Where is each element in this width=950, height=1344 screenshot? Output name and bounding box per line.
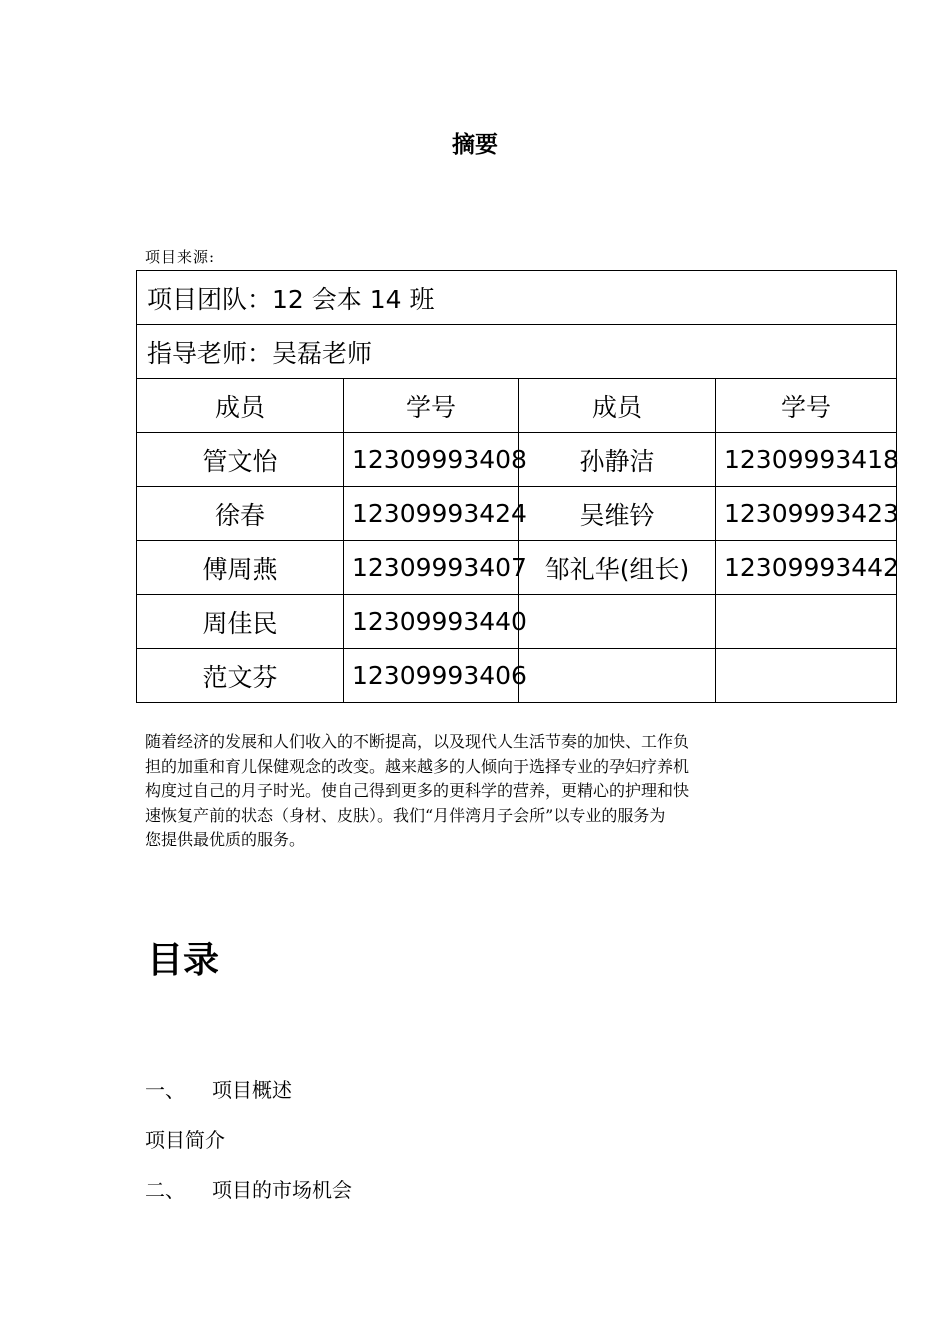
member-id: 12309993423 [716, 487, 897, 541]
abstract-paragraph [145, 730, 815, 853]
member-id: 12309993424 [344, 487, 519, 541]
member-id: 12309993442 [716, 541, 897, 595]
header-member: 成员 [137, 379, 344, 433]
team-row [137, 271, 897, 325]
toc-item-number: 一、 [145, 1078, 185, 1102]
toc-item-number: 二、 [145, 1178, 185, 1202]
member-id: 12309993440 [344, 595, 519, 649]
table-row [137, 433, 897, 487]
abstract-line: 速恢复产前的状态（身材、皮肤）。我们“月伴湾月子会所”以专业的服务为 [145, 805, 666, 825]
member-id: 12309993418 [716, 433, 897, 487]
member-name: 邹礼华(组长) [519, 541, 716, 595]
teacher-row [137, 325, 897, 379]
member-name: 周佳民 [137, 595, 344, 649]
toc-item-text: 项目概述 [212, 1078, 292, 1102]
team-table [136, 270, 897, 703]
toc-item[interactable] [145, 1174, 352, 1203]
table-row [137, 541, 897, 595]
team-cell: 项目团队：12 会本 14 班 [137, 271, 897, 325]
toc-heading: 目录 [147, 940, 220, 981]
member-id: 12309993406 [344, 649, 519, 703]
toc-item[interactable] [145, 1074, 292, 1103]
member-id [716, 595, 897, 649]
abstract-line: 担的加重和育儿保健观念的改变。越来越多的人倾向于选择专业的孕妇疗养机 [145, 756, 690, 776]
table-header-row [137, 379, 897, 433]
abstract-line: 构度过自己的月子时光。使自己得到更多的更科学的营养，更精心的护理和快 [145, 781, 690, 800]
member-name: 傅周燕 [137, 541, 344, 595]
header-id: 学号 [716, 379, 897, 433]
toc-item-text: 项目的市场机会 [212, 1178, 352, 1202]
member-id: 12309993407 [344, 541, 519, 595]
member-name: 吴维钤 [519, 487, 716, 541]
member-name: 徐春 [137, 487, 344, 541]
table-row [137, 487, 897, 541]
member-name: 范文芬 [137, 649, 344, 703]
header-id: 学号 [344, 379, 519, 433]
toc-item[interactable] [145, 1124, 225, 1153]
project-source-label: 项目来源: [145, 248, 216, 266]
abstract-line: 随着经济的发展和人们收入的不断提高，以及现代人生活节奏的加快、工作负 [145, 732, 690, 751]
page-title: 摘要 [452, 132, 498, 158]
member-name: 管文怡 [137, 433, 344, 487]
abstract-line: 您提供最优质的服务。 [145, 830, 306, 849]
member-id: 12309993408 [344, 433, 519, 487]
teacher-cell: 指导老师：吴磊老师 [137, 325, 897, 379]
table-row [137, 595, 897, 649]
header-member: 成员 [519, 379, 716, 433]
toc-item-text: 项目简介 [145, 1128, 225, 1152]
table-row [137, 649, 897, 703]
member-id [716, 649, 897, 703]
member-name [519, 595, 716, 649]
member-name [519, 649, 716, 703]
member-name: 孙静洁 [519, 433, 716, 487]
